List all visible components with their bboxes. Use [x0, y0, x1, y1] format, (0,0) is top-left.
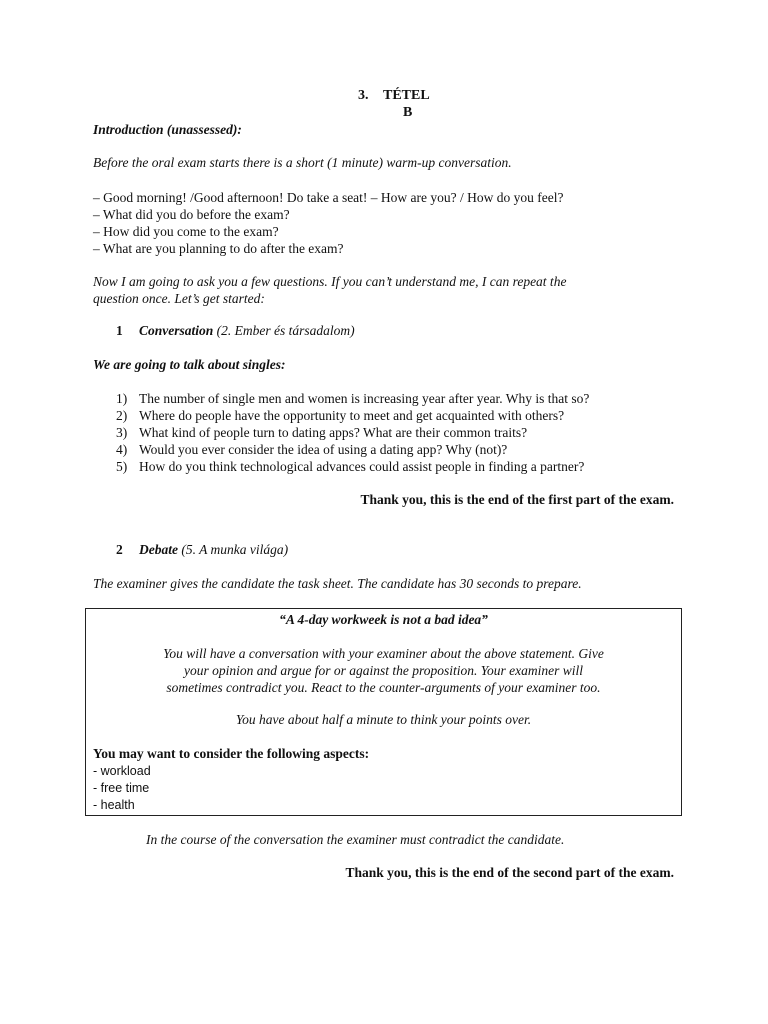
- question-number: 2): [116, 408, 128, 423]
- warmup-lines: [93, 189, 564, 257]
- question-text: How do you think technological advances could assist people in finding a partner?: [139, 459, 585, 474]
- intro-note-line: Now I am going to ask you a few questions. If you can’t understand me, I can repeat the: [93, 274, 567, 289]
- aspect-item: - free time: [93, 781, 150, 795]
- task-body-line: your opinion and argue for or against the proposition. Your examiner will: [183, 663, 583, 678]
- part2-label: Debate: [139, 542, 178, 557]
- page-title: TÉTEL: [383, 88, 430, 103]
- part1-lead: We are going to talk about singles:: [93, 357, 286, 372]
- part1-label: Conversation: [139, 323, 214, 338]
- list-item: [93, 407, 589, 424]
- task-sheet-box: [85, 608, 682, 816]
- aspect-item: - workload: [93, 764, 151, 778]
- intro-note-line: question once. Let’s get started:: [93, 291, 265, 306]
- part1-closing: Thank you, this is the end of the first part of the exam.: [360, 492, 674, 507]
- aspect-item: - health: [93, 798, 135, 812]
- question-number: 3): [116, 425, 128, 440]
- list-item: [93, 390, 589, 407]
- list-item: [93, 424, 589, 441]
- part1-number: 1: [116, 323, 123, 338]
- question-text: Would you ever consider the idea of using a dating app? Why (not)?: [139, 442, 508, 457]
- part1-topic: (2. Ember és társadalom): [216, 323, 355, 338]
- question-number: 5): [116, 459, 128, 474]
- part2-closing: Thank you, this is the end of the second part of the exam.: [345, 865, 674, 880]
- part2-instruction: The examiner gives the candidate the task sheet. The candidate has 30 seconds to prepare.: [93, 576, 582, 591]
- part2-number: 2: [116, 542, 123, 557]
- task-body-line: You will have a conversation with your examiner about the above statement. Give: [163, 646, 604, 661]
- question-text: What kind of people turn to dating apps? What are their common traits?: [139, 425, 528, 440]
- warmup-line: – What did you do before the exam?: [93, 207, 290, 222]
- question-list: [93, 390, 589, 475]
- task-statement: “A 4-day workweek is not a bad idea”: [279, 612, 488, 627]
- warmup-line: – Good morning! /Good afternoon! Do take a seat! – How are you? / How do you feel?: [93, 190, 564, 205]
- question-text: The number of single men and women is increasing year after year. Why is that so?: [139, 391, 590, 406]
- task-body-line: sometimes contradict you. React to the counter-arguments of your examiner too.: [166, 680, 601, 695]
- part2-title: [139, 542, 288, 558]
- aspects-heading: You may want to consider the following aspects:: [93, 746, 370, 761]
- intro-note: [93, 273, 566, 307]
- examiner-note: In the course of the conversation the examiner must contradict the candidate.: [146, 832, 565, 847]
- aspects-list: [93, 763, 151, 814]
- intro-heading: Introduction (unassessed):: [93, 122, 242, 137]
- item-number: 3.: [358, 88, 369, 103]
- list-item: [93, 441, 589, 458]
- question-number: 1): [116, 391, 128, 406]
- part1-title: [139, 323, 355, 339]
- question-number: 4): [116, 442, 128, 457]
- part2-topic: (5. A munka világa): [181, 542, 289, 557]
- warmup-line: – How did you come to the exam?: [93, 224, 279, 239]
- warmup-line: – What are you planning to do after the exam?: [93, 241, 344, 256]
- variant-label: B: [403, 105, 413, 120]
- intro-paragraph: Before the oral exam starts there is a short (1 minute) warm-up conversation.: [93, 155, 512, 170]
- task-think-note: You have about half a minute to think your points over.: [235, 712, 532, 727]
- question-text: Where do people have the opportunity to meet and get acquainted with others?: [139, 408, 565, 423]
- task-body: [86, 645, 681, 696]
- list-item: [93, 458, 589, 475]
